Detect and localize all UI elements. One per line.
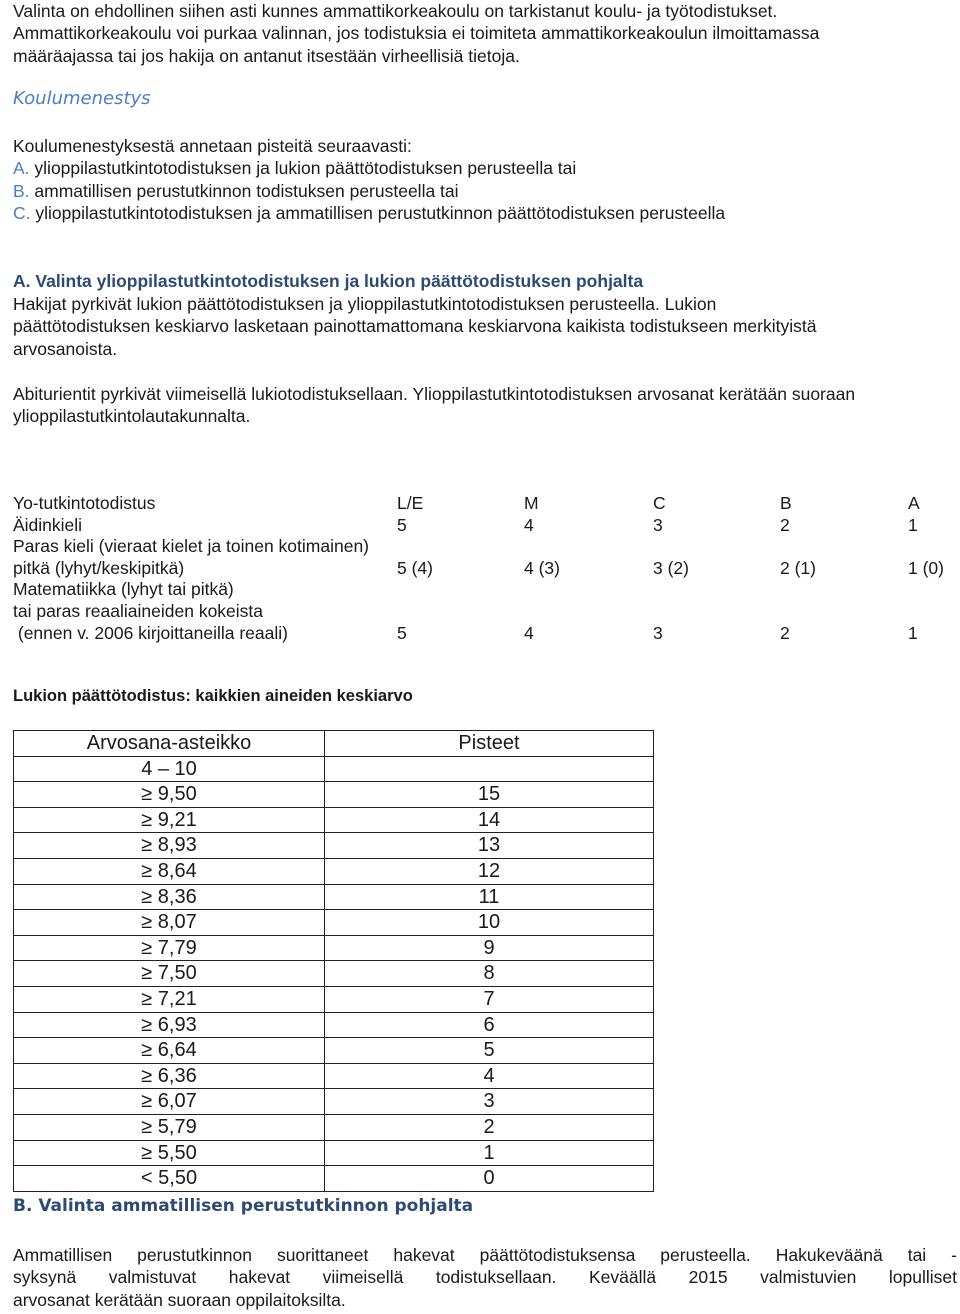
option-text: ammatillisen perustutkinnon todistuksen perusteella tai xyxy=(34,180,459,201)
grade-points: 10 xyxy=(325,910,654,936)
yo-points: 5 xyxy=(397,622,407,643)
grade-points: 12 xyxy=(325,858,654,884)
grades-row xyxy=(14,858,654,884)
paragraph-line: päättötodistuksen keskiarvo lasketaan painottamattomana keskiarvona kaikista todistukseen merkityistä xyxy=(13,316,817,337)
yo-points: 3 xyxy=(653,622,663,643)
section-b-title: B. Valinta ammatillisen perustutkinnon pohjalta xyxy=(13,1196,474,1216)
grade-points: 15 xyxy=(325,782,654,808)
option-letter: B. xyxy=(13,180,30,201)
grade-threshold: ≥ 9,50 xyxy=(141,783,197,806)
grade-threshold: ≥ 8,07 xyxy=(141,911,197,934)
yo-points: 1 (0) xyxy=(908,557,944,578)
grade-threshold: ≥ 6,07 xyxy=(141,1090,197,1113)
option-text: ylioppilastutkintotodistuksen ja lukion päättötodistuksen perusteella tai xyxy=(34,158,577,179)
grade-threshold: ≥ 7,50 xyxy=(141,962,197,985)
grades-row xyxy=(14,986,654,1012)
grade-threshold: ≥ 7,21 xyxy=(141,987,197,1010)
yo-subject: tai paras reaaliaineiden kokeista xyxy=(13,601,264,621)
grade-points: 6 xyxy=(325,1012,654,1038)
grade-threshold: ≥ 6,93 xyxy=(141,1013,197,1036)
grades-cell xyxy=(14,910,325,936)
option-c xyxy=(13,202,957,224)
grades-row xyxy=(14,1166,654,1192)
paragraph-line: ylioppilastutkintolautakunnalta. xyxy=(13,406,251,427)
koulumenestys-heading: Koulumenestys xyxy=(13,88,151,109)
yo-points: 5 (4) xyxy=(397,557,433,578)
option-b xyxy=(13,180,957,202)
grades-row xyxy=(14,935,654,961)
yo-header-grade: L/E xyxy=(397,493,424,513)
grades-row xyxy=(14,910,654,936)
option-letter: C. xyxy=(13,202,31,223)
grades-row xyxy=(14,782,654,808)
koulumenestys-lead: Koulumenestyksestä annetaan pisteitä seuraavasti: xyxy=(13,136,412,156)
grades-scale-label: 4 – 10 xyxy=(141,757,197,780)
yo-points: 1 xyxy=(908,622,918,643)
grades-row xyxy=(14,1089,654,1115)
paragraph-line: Abiturientit pyrkivät viimeisellä lukiotodistuksellaan. Ylioppilastutkintotodistuksen arvosanat kerätään suoraan xyxy=(13,384,856,404)
grades-header-left: Arvosana-asteikko xyxy=(86,732,252,754)
grades-cell xyxy=(14,782,325,808)
yo-points: 4 (3) xyxy=(524,557,560,578)
grades-cell xyxy=(14,1166,325,1192)
section-a-paragraph-1 xyxy=(13,293,957,360)
grade-threshold: ≥ 6,36 xyxy=(141,1064,197,1087)
grade-threshold: < 5,50 xyxy=(140,1167,198,1190)
grade-points: 3 xyxy=(325,1089,654,1115)
grades-row xyxy=(14,1038,654,1064)
paragraph-line: Hakijat pyrkivät lukion päättötodistuksen ja ylioppilastutkintotodistuksen perusteella. Lukion xyxy=(13,294,717,314)
grades-cell xyxy=(14,884,325,910)
grade-points: 7 xyxy=(325,986,654,1012)
grade-threshold: ≥ 7,79 xyxy=(141,936,197,959)
option-letter: A. xyxy=(13,158,30,179)
grades-row xyxy=(14,807,654,833)
grade-points: 1 xyxy=(325,1140,654,1166)
grades-row xyxy=(14,961,654,987)
yo-points: 5 xyxy=(397,514,407,535)
yo-subject: pitkä (lyhyt/keskipitkä) xyxy=(13,557,185,578)
section-a-title xyxy=(13,271,643,292)
grade-points: 14 xyxy=(325,807,654,833)
yo-header-grade: A xyxy=(908,493,920,513)
yo-header-grade: C xyxy=(653,493,666,513)
grades-table xyxy=(13,730,654,1192)
yo-points: 3 (2) xyxy=(653,557,689,578)
paragraph-line: arvosanoista. xyxy=(13,338,118,359)
grades-scale-row xyxy=(14,756,654,782)
grades-cell xyxy=(14,1114,325,1140)
grades-cell xyxy=(14,807,325,833)
intro-line: määräajassa tai jos hakija on antanut itsestään virheellisiä tietoja. xyxy=(13,45,520,66)
grades-cell xyxy=(14,833,325,859)
grades-cell xyxy=(14,858,325,884)
paragraph-line: arvosanat kerätään suoraan oppilaitoksilta. xyxy=(13,1289,346,1310)
grades-header-cell: Pisteet xyxy=(325,731,654,757)
grade-points: 5 xyxy=(325,1038,654,1064)
grades-table-header xyxy=(14,731,654,757)
grade-points: 4 xyxy=(325,1063,654,1089)
paragraph-line: Ammatillisen perustutkinnon suorittaneet hakevat päättötodistuksensa perusteella. Hakukeväänä tai - xyxy=(13,1245,957,1265)
grade-points: 13 xyxy=(325,833,654,859)
yo-points: 4 xyxy=(524,514,534,535)
grade-threshold: ≥ 6,64 xyxy=(141,1039,197,1062)
grade-points: 11 xyxy=(325,884,654,910)
grades-row xyxy=(14,1140,654,1166)
grades-header-cell xyxy=(14,731,325,757)
grade-points: 8 xyxy=(325,961,654,987)
yo-points: 4 xyxy=(524,622,534,643)
grades-cell xyxy=(14,935,325,961)
paragraph-line: syksynä valmistuvat hakevat viimeisellä todistuksellaan. Keväällä 2015 valmistuvien lopulliset xyxy=(13,1267,957,1288)
yo-points: 3 xyxy=(653,514,663,535)
grades-rows xyxy=(14,782,654,1192)
yo-points: 2 (1) xyxy=(780,557,816,578)
grades-cell xyxy=(14,1140,325,1166)
section-b-paragraph xyxy=(13,1244,957,1311)
yo-points: 2 xyxy=(780,514,790,535)
intro-paragraph xyxy=(13,0,957,67)
grades-cell xyxy=(325,756,654,782)
grades-cell xyxy=(14,1089,325,1115)
section-a-title-text: Valinta ylioppilastutkintotodistuksen ja lukion päättötodistuksen pohjalta xyxy=(35,271,644,291)
koulumenestys-list xyxy=(13,135,957,224)
grade-points: 9 xyxy=(325,935,654,961)
grade-threshold: ≥ 8,64 xyxy=(141,859,197,882)
grade-threshold: ≥ 8,36 xyxy=(141,885,197,908)
grades-cell xyxy=(14,756,325,782)
grades-row xyxy=(14,833,654,859)
yo-subject: Paras kieli (vieraat kielet ja toinen kotimainen) xyxy=(13,536,369,557)
yo-points: 2 xyxy=(780,622,790,643)
grades-cell xyxy=(14,1038,325,1064)
grade-points: 0 xyxy=(325,1166,654,1192)
grade-threshold: ≥ 8,93 xyxy=(141,834,197,857)
grades-cell xyxy=(14,1063,325,1089)
option-text: ylioppilastutkintotodistuksen ja ammatillisen perustutkinnon päättötodistuksen perusteella xyxy=(35,202,726,223)
yo-header-subject: Yo-tutkintotodistus xyxy=(13,493,156,513)
grades-row xyxy=(14,884,654,910)
section-a-paragraph-2 xyxy=(13,383,957,428)
lukio-heading: Lukion päättötodistus: kaikkien aineiden keskiarvo xyxy=(13,687,413,705)
intro-line: Ammattikorkeakoulu voi purkaa valinnan, jos todistuksia ei toimiteta ammattikorkeakoulun ilmoittamassa xyxy=(13,23,820,44)
yo-subject: (ennen v. 2006 kirjoittaneilla reaali) xyxy=(13,622,288,643)
grades-row xyxy=(14,1063,654,1089)
grades-cell xyxy=(14,986,325,1012)
grade-threshold: ≥ 9,21 xyxy=(141,808,197,831)
intro-line: Valinta on ehdollinen siihen asti kunnes ammattikorkeakoulu on tarkistanut koulu- ja työtodistukset. xyxy=(13,1,778,21)
yo-subject: Matematiikka (lyhyt tai pitkä) xyxy=(13,579,234,600)
section-a-letter: A. xyxy=(13,271,31,291)
grades-row xyxy=(14,1114,654,1140)
grades-cell xyxy=(14,961,325,987)
yo-subject: Äidinkieli xyxy=(13,514,83,535)
grade-threshold: ≥ 5,79 xyxy=(141,1115,197,1138)
grade-threshold: ≥ 5,50 xyxy=(141,1141,197,1164)
grades-row xyxy=(14,1012,654,1038)
option-a xyxy=(13,157,957,179)
grades-cell xyxy=(14,1012,325,1038)
yo-points: 1 xyxy=(908,514,918,535)
yo-header-grade: B xyxy=(780,493,792,513)
yo-header-grade: M xyxy=(524,493,539,513)
grade-points: 2 xyxy=(325,1114,654,1140)
